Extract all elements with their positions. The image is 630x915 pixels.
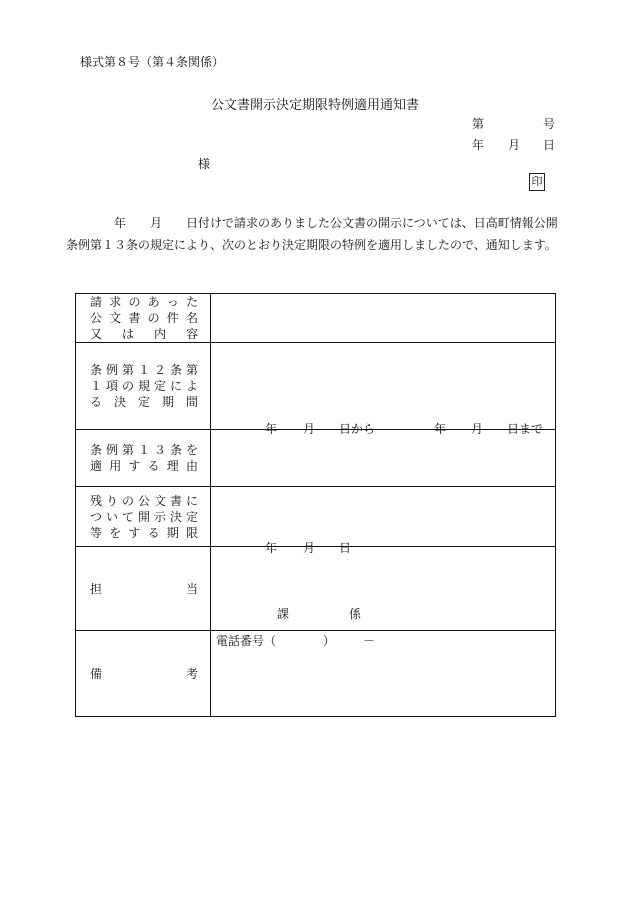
remarks-field[interactable] (211, 631, 556, 717)
label-line: 公文書の件名 (90, 311, 198, 325)
section-suffix: 係 (349, 606, 362, 621)
remaining-deadline-field[interactable] (211, 487, 556, 555)
label-line: 等をする期限 (90, 525, 198, 540)
phone-label: 電話番号（ (216, 633, 277, 648)
table-row (76, 343, 556, 430)
row-label-contact (76, 547, 211, 631)
phone-dash: － (363, 633, 376, 648)
deadline-month: 月 (303, 540, 316, 555)
label-line: 適用する理由 (90, 459, 198, 473)
seal-mark: 印 (529, 173, 545, 191)
decision-period-field[interactable] (211, 343, 556, 436)
label-line: 残りの公文書に (90, 493, 198, 508)
row-label-subject (76, 294, 211, 343)
issue-date-month: 月 (508, 138, 521, 152)
row-label-decision-period (76, 343, 211, 430)
form-number: 様式第８号（第４条関係） (80, 55, 225, 69)
document-number-prefix: 第 (472, 117, 485, 131)
phone-paren-close: ） (323, 633, 336, 648)
document-title: 公文書開示決定期限特例適用通知書 (210, 98, 419, 113)
deadline-year: 年 (265, 540, 278, 555)
label-line: １項の規定によ (90, 379, 198, 393)
label-line: る決定期間 (90, 395, 198, 409)
table-row (76, 430, 556, 487)
label-line: 又は内容 (90, 327, 198, 341)
label-line: 条例第１３条を (90, 443, 198, 457)
label-line: 担当 (90, 581, 198, 596)
to-year: 年 (434, 422, 447, 436)
issue-date-year: 年 (472, 138, 485, 152)
row-label-remaining-deadline (76, 487, 211, 547)
row-label-reason (76, 430, 211, 487)
body-paragraph: 年 月 日付けで請求のありました公文書の開示については、日高町情報公開条例第１３条の規定により、次のとおり決定期限の特例を適用しましたので、通知します。 (66, 216, 558, 252)
contact-field[interactable] (211, 547, 556, 648)
from-day: 日から (339, 422, 376, 436)
table-row (76, 547, 556, 631)
to-month: 月 (471, 422, 484, 436)
to-day: 日まで (507, 422, 544, 436)
label-line: ついて開示決定 (90, 509, 198, 524)
table-row (76, 487, 556, 547)
label-line: 備考 (90, 666, 198, 681)
issue-date-day: 日 (543, 138, 556, 152)
notice-table (75, 293, 556, 717)
deadline-day: 日 (339, 540, 352, 555)
subject-field[interactable] (211, 294, 556, 343)
addressee-suffix: 様 (198, 157, 211, 171)
from-month: 月 (303, 422, 316, 436)
label-line: 条例第１２条第 (90, 363, 198, 377)
table-row (76, 631, 556, 717)
department-suffix: 課 (277, 606, 290, 621)
table-row (76, 294, 556, 343)
reason-field[interactable] (211, 430, 556, 487)
label-line: 請求のあった (90, 295, 198, 309)
row-label-remarks (76, 631, 211, 717)
from-year: 年 (265, 422, 278, 436)
document-number-suffix: 号 (543, 117, 556, 131)
